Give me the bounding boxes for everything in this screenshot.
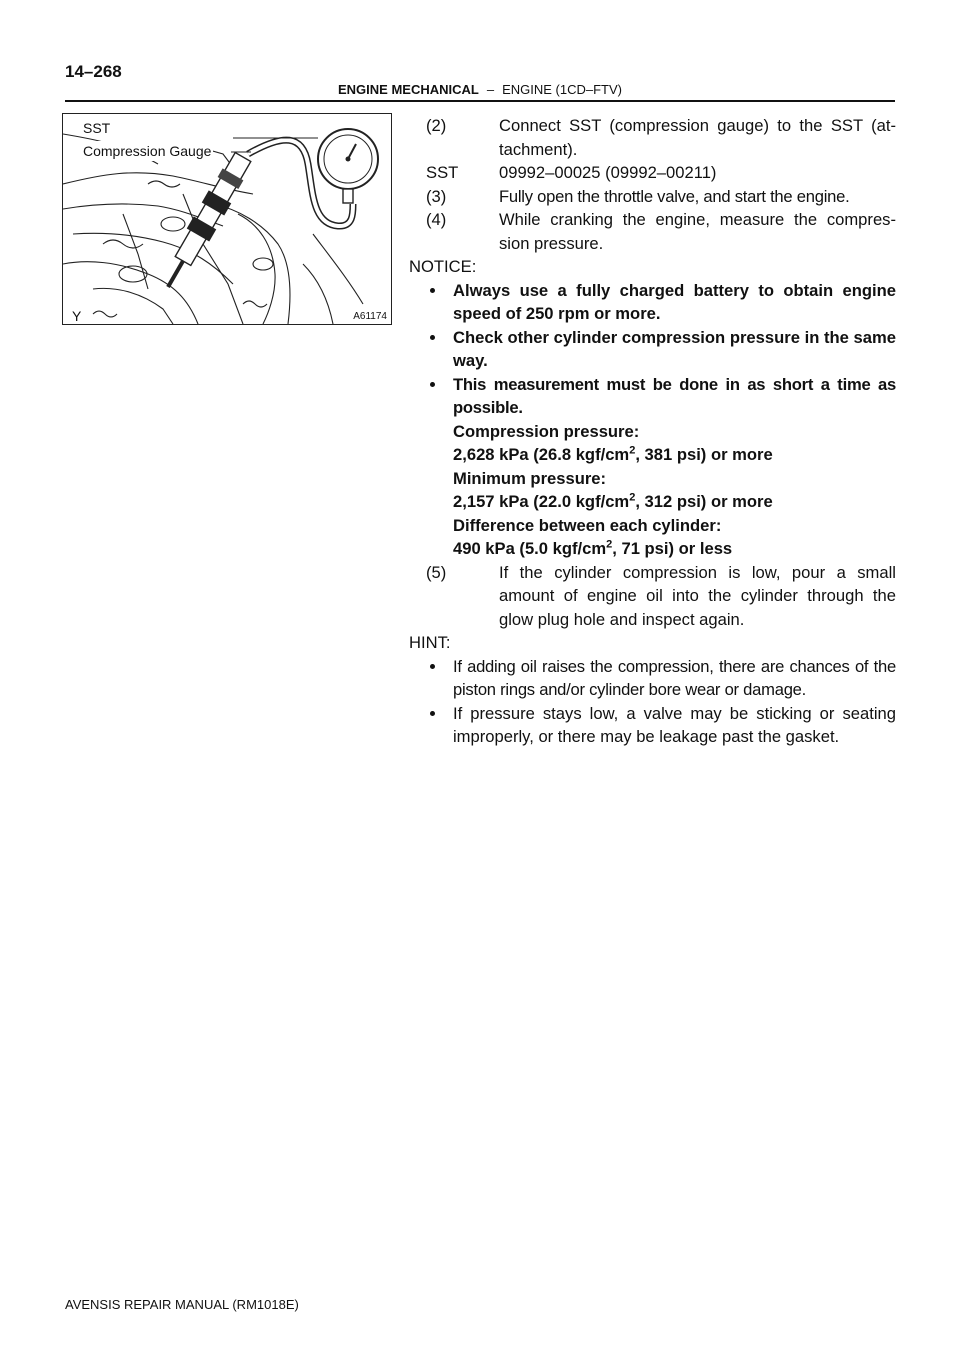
spec-superscript: 2: [629, 491, 636, 504]
spec-value-main: 490 kPa (5.0 kgf/cm: [453, 539, 607, 558]
step-3: [409, 185, 896, 209]
spec-superscript: 2: [629, 444, 636, 457]
sst-numbers-line: [409, 161, 896, 185]
footer-manual-id: AVENSIS REPAIR MANUAL (RM1018E): [65, 1297, 299, 1312]
step-text: Fully open the throttle valve, and start the engine.: [499, 186, 850, 206]
notice-item-2: [409, 326, 896, 373]
figure-corner-mark: Y: [72, 308, 82, 324]
figure-code: A61174: [353, 311, 387, 322]
spec-superscript: 2: [606, 538, 613, 551]
hint-item-1: [409, 655, 896, 702]
sst-part-numbers: 09992–00025 (09992–00211): [499, 163, 717, 182]
step-2: [409, 114, 896, 161]
step-5: [409, 561, 896, 632]
hint-text: If adding oil raises the compression, there are chances of the piston rings and/or cylinder bore wear or damage.: [453, 656, 896, 699]
spec-value-rest: , 312 psi) or more: [635, 492, 773, 511]
bullet-icon: [430, 664, 435, 669]
notice-heading: NOTICE:: [409, 257, 477, 276]
bullet-icon: [430, 288, 435, 293]
notice-text: Check other cylinder compression pressure in the same way.: [453, 327, 896, 370]
spec-label: Difference between each cylinder:: [453, 515, 722, 535]
header-separator: –: [486, 82, 495, 97]
compression-gauge-illustration: [62, 113, 392, 325]
hint-text: If pressure stays low, a valve may be sticking or seating improperly, or there may be leakage past the gasket.: [453, 703, 896, 746]
spec-value: [409, 537, 896, 561]
spec-label: Compression pressure:: [453, 421, 640, 441]
step-number: (3): [426, 186, 447, 206]
figure-label-sst: SST: [83, 120, 111, 136]
bullet-icon: [430, 711, 435, 716]
spec-value-rest: , 71 psi) or less: [612, 539, 733, 558]
sst-label: SST: [426, 163, 459, 182]
step-number: (5): [426, 562, 447, 582]
notice-item-3: [409, 373, 896, 420]
spec-value: [409, 490, 896, 514]
procedure-text: [409, 114, 896, 749]
section-title: ENGINE MECHANICAL: [338, 82, 479, 97]
bullet-icon: [430, 335, 435, 340]
step-text: If the cylinder compression is low, pour a small amount of engine oil into the cylinder through the glow plug hole and inspect again.: [499, 562, 896, 629]
spec-value-main: 2,157 kPa (22.0 kgf/cm: [453, 492, 630, 511]
notice-text: Always use a fully charged battery to obtain engine speed of 250 rpm or more.: [453, 280, 896, 323]
notice-text: This measurement must be done in as short a time as possible.: [453, 374, 896, 417]
page-number: 14–268: [65, 62, 122, 81]
step-4: [409, 208, 896, 255]
spec-value-rest: , 381 psi) or more: [635, 445, 773, 464]
notice-item-1: [409, 279, 896, 326]
step-text: Connect SST (compression gauge) to the SST (at- tachment).: [499, 116, 896, 159]
hint-item-2: [409, 702, 896, 749]
subsection-title: ENGINE (1CD–FTV): [502, 82, 622, 97]
step-text: While cranking the engine, measure the compres- sion pressure.: [499, 210, 896, 253]
spec-value-main: 2,628 kPa (26.8 kgf/cm: [453, 445, 630, 464]
step-number: (4): [426, 210, 447, 229]
hint-heading: HINT:: [409, 633, 451, 652]
spec-value: [409, 443, 896, 467]
figure-label-compression-gauge: Compression Gauge: [83, 143, 212, 159]
running-header: [0, 82, 960, 97]
step-number: (2): [426, 116, 447, 135]
bullet-icon: [430, 382, 435, 387]
spec-label: Minimum pressure:: [453, 468, 607, 488]
header-rule: [65, 100, 895, 102]
